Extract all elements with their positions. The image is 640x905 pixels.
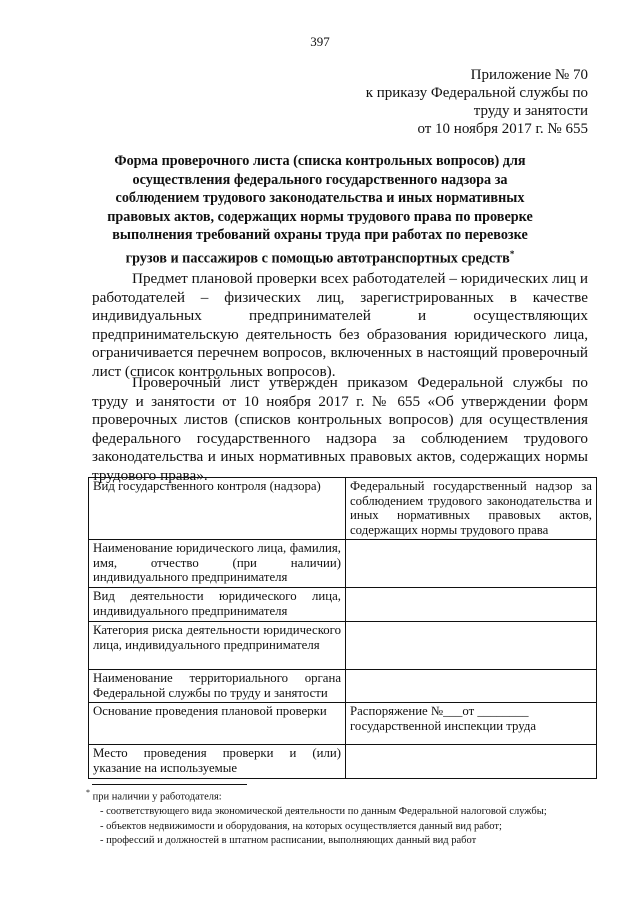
- page-number: 397: [310, 34, 330, 49]
- row-label: Основание проведения плановой проверки: [89, 703, 346, 745]
- row-value: Федеральный государственный надзор за соблюдением трудового законодательства и иных нормативных правовых актов, содержащих нормы трудового права: [346, 478, 597, 540]
- row-value[interactable]: [346, 703, 597, 745]
- appendix-header: [366, 66, 588, 138]
- table-row: [89, 622, 597, 670]
- row-label: Наименование территориального органа Федеральной службы по труду и занятости: [89, 670, 346, 703]
- footnote: [86, 786, 606, 849]
- footnote-intro: * при наличии у работодателя:: [86, 788, 222, 803]
- appendix-line: Приложение № 70: [470, 67, 588, 83]
- row-value[interactable]: [346, 540, 597, 588]
- document-title: [92, 152, 548, 268]
- footnote-item: - профессий и должностей в штатном расписании, выполняющих данный вид работ: [100, 835, 477, 846]
- appendix-line: труду и занятости: [473, 103, 588, 119]
- title-text: Форма проверочного листа (списка контрольных вопросов) для осуществления федерального государственного надзора за соблюдением трудового законодательства и иных нормативных правовых актов, содержащих нормы трудового права по проверке выполнения требований охраны труда при работах по перевозке грузов и пассажиров с помощью автотранспортных средств: [107, 153, 533, 267]
- order-number-line: Распоряжение №___от ________: [350, 704, 529, 718]
- footnote-mark: *: [86, 788, 90, 797]
- row-value[interactable]: [346, 745, 597, 779]
- paragraph-subject: Предмет плановой проверки всех работодателей – юридических лиц и работодателей – физических лиц, зарегистрированных в качестве индивидуальных предпринимателей и осуществляющих предпринимательскую деятельность без образования юридического лица, ограничивается перечнем вопросов, включенных в настоящий проверочный лист (список контрольных вопросов).: [92, 270, 588, 380]
- paragraph-approval: Проверочный лист утвержден приказом Федеральной службы по труду и занятости от 10 ноября 2017 г. № 655 «Об утверждении форм проверочных листов (списков контрольных вопросов) для осуществления федерального государственного надзора за соблюдением трудового законодательства и иных нормативных правовых актов, содержащих нормы трудового права».: [92, 374, 588, 484]
- row-label: Вид деятельности юридического лица, индивидуального предпринимателя: [89, 588, 346, 622]
- footnote-item: - соответствующего вида экономической деятельности по данным Федеральной налоговой службы;: [100, 806, 547, 817]
- table-row: [89, 745, 597, 779]
- row-value[interactable]: [346, 670, 597, 703]
- inspection-line: государственной инспекции труда: [350, 718, 537, 733]
- row-value[interactable]: [346, 622, 597, 670]
- table-row: [89, 588, 597, 622]
- table-row: [89, 670, 597, 703]
- appendix-line: от 10 ноября 2017 г. № 655: [417, 121, 588, 137]
- footnote-divider: [92, 784, 247, 785]
- checklist-form-table: [88, 477, 597, 779]
- row-value[interactable]: [346, 588, 597, 622]
- table-row: [89, 703, 597, 745]
- row-label: Место проведения проверки и (или) указание на используемые: [89, 745, 346, 779]
- row-label: Вид государственного контроля (надзора): [89, 478, 346, 540]
- row-label: Наименование юридического лица, фамилия, имя, отчество (при наличии) индивидуального предпринимателя: [89, 540, 346, 588]
- footnote-item: - объектов недвижимости и оборудования, на которых осуществляется данный вид работ;: [100, 820, 502, 832]
- appendix-line: к приказу Федеральной службы по: [365, 85, 588, 101]
- title-footnote-mark: *: [509, 248, 515, 259]
- table-row: [89, 478, 597, 540]
- row-label: Категория риска деятельности юридического лица, индивидуального предпринимателя: [89, 622, 346, 670]
- table-row: [89, 540, 597, 588]
